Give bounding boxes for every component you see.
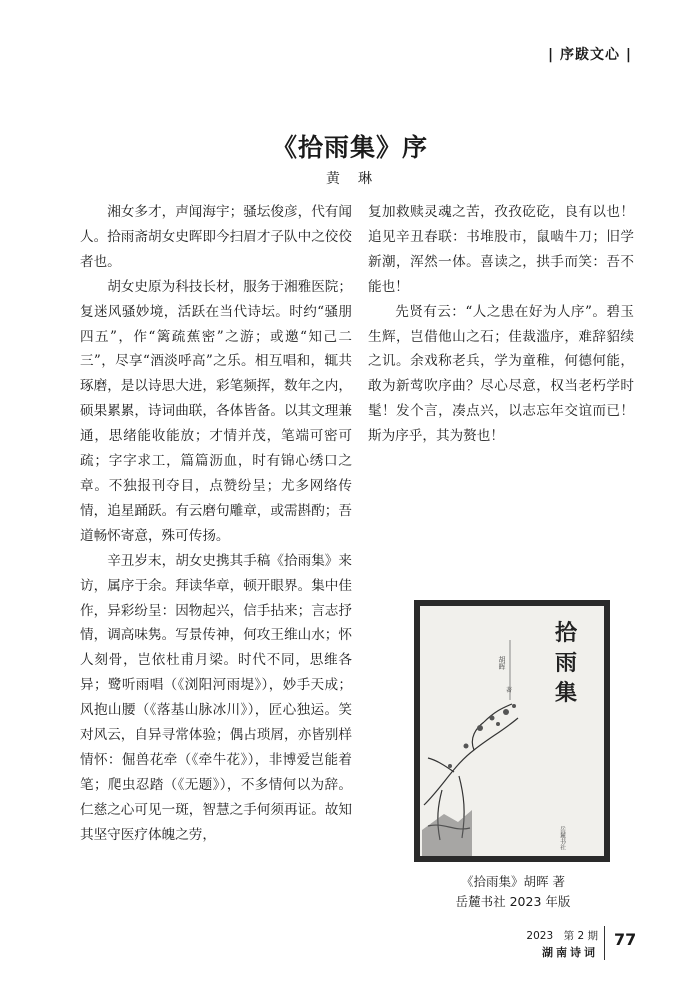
svg-text:雨: 雨 <box>555 650 578 676</box>
article-title: 《拾雨集》序 <box>271 133 428 162</box>
svg-text:集: 集 <box>555 680 578 706</box>
svg-text:胡晖: 胡晖 <box>498 656 506 670</box>
footer-divider <box>604 926 605 960</box>
svg-text:著: 著 <box>506 687 513 694</box>
book-caption-publisher: 岳麓书社 2023 年版 <box>455 894 571 909</box>
article-body-left-column <box>80 200 352 848</box>
paragraph: 辛丑岁末，胡女史携其手稿《拾雨集》来访，属序于余。拜读华章，顿开眼界。集中佳作，异彩纷呈：因物起兴，信手拈来；言志抒情，调高味隽。写景传神，何攻王维山水；怀人刻骨，岂依杜甫月梁。时代不同，思维各异；鹭听雨唱（《浏阳河雨堤》），妙手天成；风抱山腰（《落基山脉冰川》），匠心独运。笑对风云，自异寻常体验；偶占琐屑，亦皆别样情怀：倔兽花牵（《牵牛花》），非博爱岂能着笔；爬虫忍踏（《无题》），不多情何以为辞。仁慈之心可见一斑，智慧之手何须再证。故知其坚守医疗体魄之劳， <box>80 552 352 843</box>
paragraph: 湘女多才，声闻海宇；骚坛俊彦，代有闻人。拾雨斋胡女史晖即今扫眉才子队中之佼佼者也。 <box>80 204 352 270</box>
svg-text:拾: 拾 <box>555 620 578 646</box>
book-caption-title: 《拾雨集》胡晖 著 <box>461 874 565 889</box>
article-body-right-column <box>368 200 634 449</box>
paragraph: 先贤有云：“人之患在好为人序”。碧玉生辉，岂借他山之石；佳裁滥序，难辞貂续之讥。余戏称老兵，学为童稚，何德何能，敢为新莺吹序曲？尽心尽意，权当老朽学时髦！发个言，凑点兴，以志忘年交谊而已！斯为序乎，其为赘也！ <box>368 303 634 445</box>
footer-issue: 2023 第 2 期 <box>526 930 598 942</box>
svg-text:岳麓书社: 岳麓书社 <box>558 826 566 850</box>
section-tag: | 序跋文心 | <box>548 47 632 63</box>
footer-journal-name: 湖南诗词 <box>542 946 598 959</box>
book-cover-image <box>414 600 610 862</box>
paragraph-continued: 复加救赎灵魂之苦，孜孜矻矻，良有以也！追见辛丑春联：书堆股市，鼠啮牛刀；旧学新潮，浑然一体。喜读之，拱手而笑：吾不能也！ <box>368 204 634 295</box>
paragraph: 胡女史原为科技长材，服务于湘雅医院；复迷风骚妙境，活跃在当代诗坛。时约“骚朋四五”，作“篱疏蕉密”之游；或邀“知己二三”，尽享“酒淡呼高”之乐。相互唱和，辄共琢磨，是以诗思大进，彩笔频挥，数年之内，硕果累累，诗词曲联，各体皆备。以其文理兼通，思绪能收能放；才情并茂，笔端可密可疏；字字求工，篇篇沥血，时有锦心绣口之章。不独报刊夺目，点赞纷呈；尤多网络传情，追星踊跃。有云磨句雕章，或需斟酌；吾道畅怀寄意，殊可传扬。 <box>80 278 352 544</box>
article-author: 黄 琳 <box>326 171 374 187</box>
page-number: 77 <box>614 930 637 949</box>
